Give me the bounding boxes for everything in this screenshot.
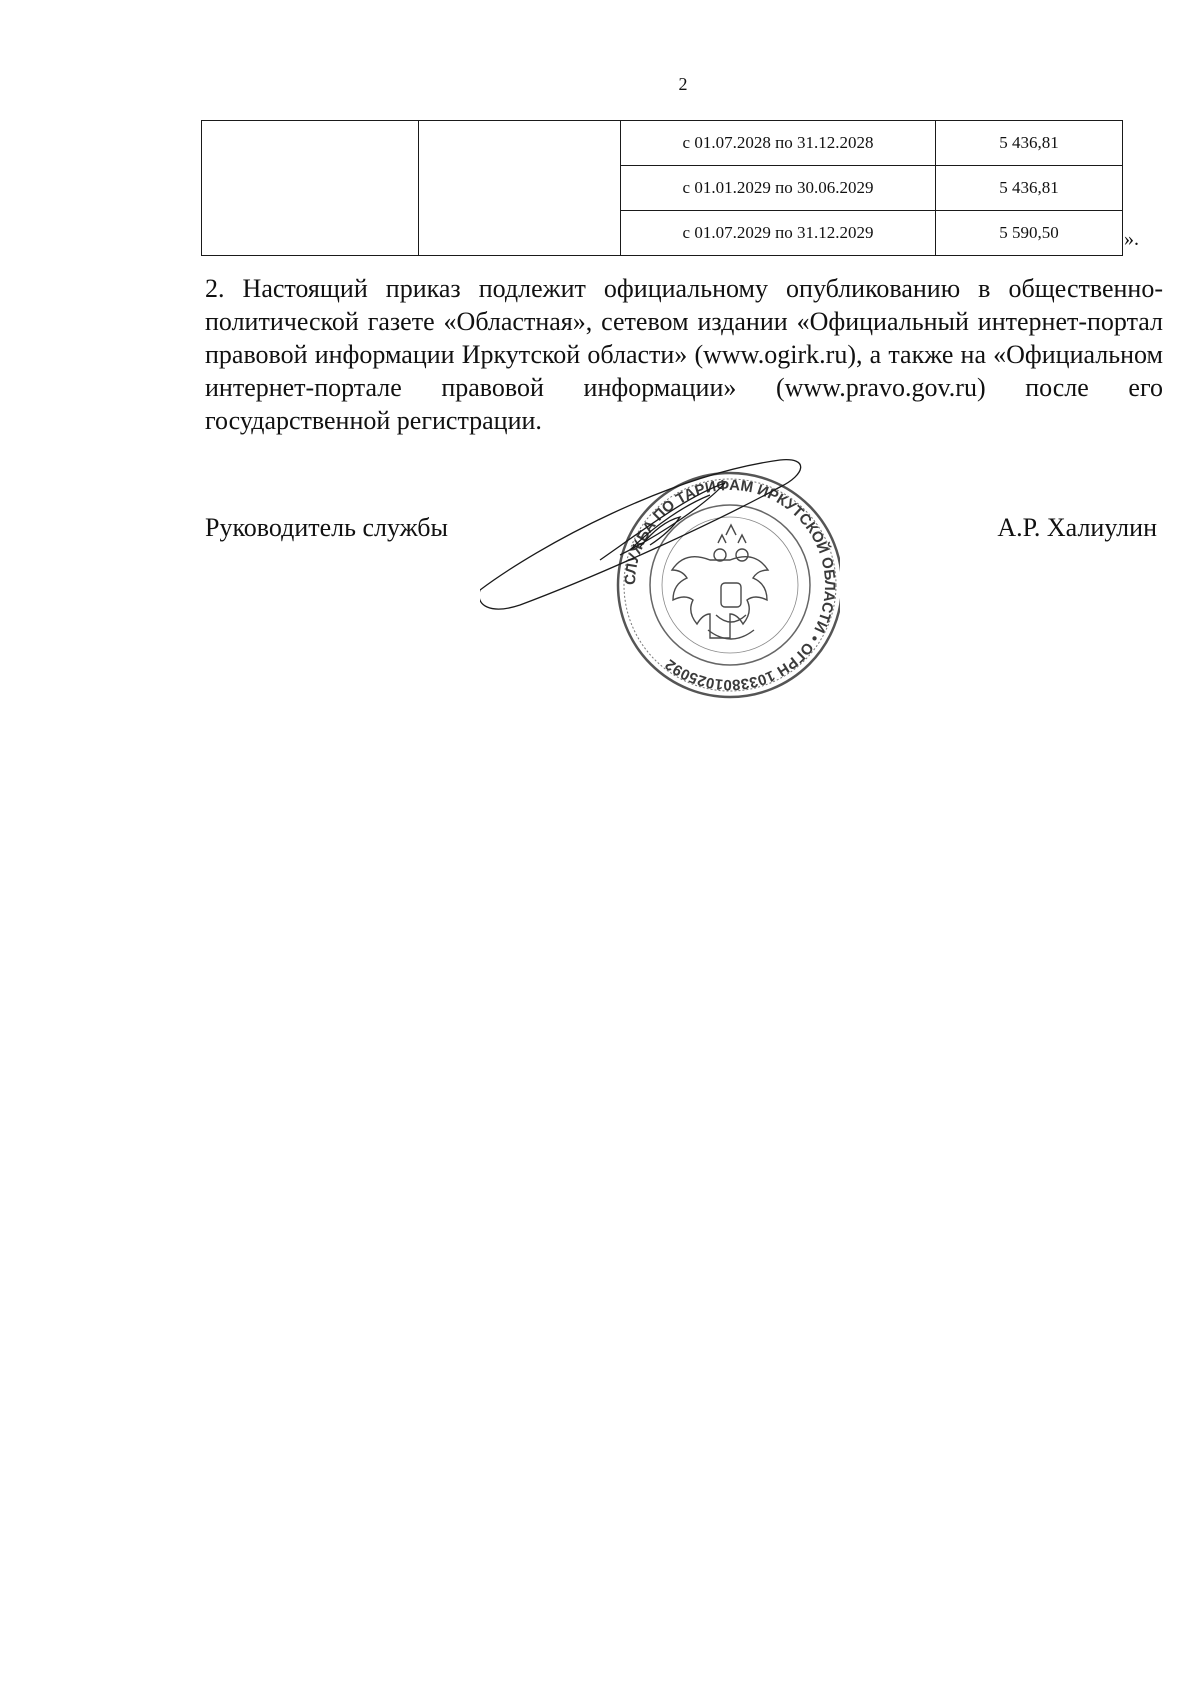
coat-of-arms-icon [672, 525, 768, 639]
page-number: 2 [678, 74, 688, 94]
signer-name: А.Р. Халиулин [997, 513, 1157, 542]
table-cell-period: с 01.01.2029 по 30.06.2029 [621, 166, 936, 211]
table-cell-value: 5 436,81 [936, 166, 1123, 211]
publication-paragraph: 2. Настоящий приказ подлежит официальному опубликованию в общественно-политической газете «Областная», сетевом издании «Официальный интернет-портал правовой информации Иркутской области» (www.ogirk.ru), а также на «Официальном интернет-портале правовой информации» (www.pravo.gov.ru) после его государственной регистрации. [205, 274, 1163, 435]
stamp-seal [618, 473, 840, 697]
table-cell-period: с 01.07.2029 по 31.12.2029 [621, 211, 936, 256]
table-cell-period: с 01.07.2028 по 31.12.2028 [621, 121, 936, 166]
table-cell-value: 5 590,50 [936, 211, 1123, 256]
closing-quote: ». [1124, 228, 1139, 250]
table-row [202, 121, 1123, 166]
tariff-table [201, 120, 1123, 256]
table-cell-empty [419, 121, 621, 256]
official-stamp [480, 455, 840, 715]
table-cell-empty [202, 121, 419, 256]
stamp-ring-text: СЛУЖБА ПО ТАРИФАМ ИРКУТСКОЙ ОБЛАСТИ • ОГРН 1033801025092 [621, 476, 839, 694]
signer-title: Руководитель службы [205, 513, 448, 542]
table-cell-value: 5 436,81 [936, 121, 1123, 166]
